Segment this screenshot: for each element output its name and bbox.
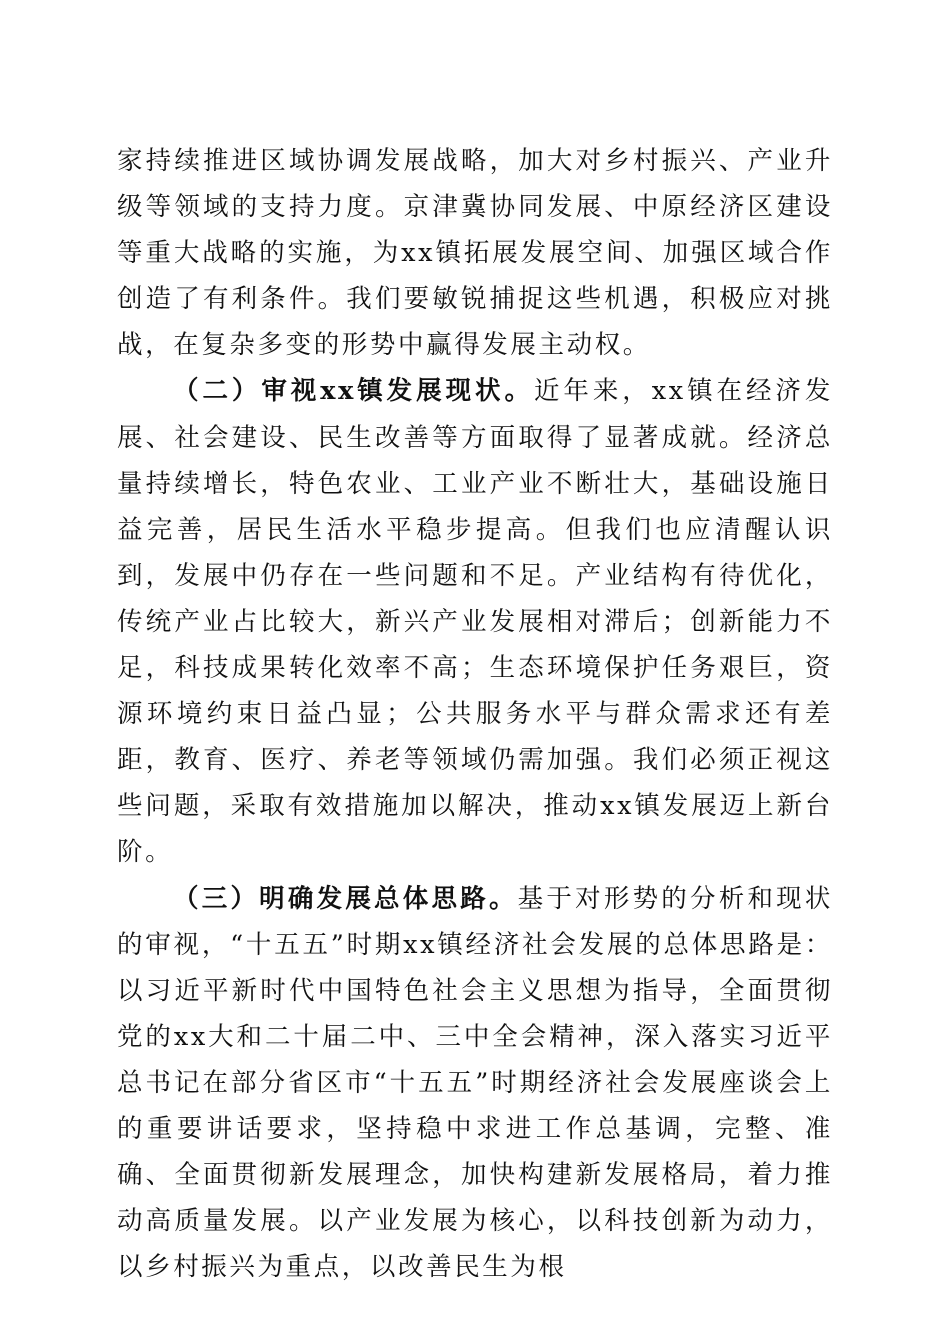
paragraph-1-text: 家持续推进区域协调发展战略，加大对乡村振兴、产业升级等领域的支持力度。京津冀协同发展、中原经济区建设等重大战略的实施，为xx镇拓展发展空间、加强区域合作创造了有利条件。我们要敏锐捕捉这些机遇，积极应对挑战，在复杂多变的形势中赢得发展主动权。: [117, 146, 833, 361]
section-3-text: 基于对形势的分析和现状的审视，“十五五”时期xx镇经济社会发展的总体思路是：以习近平新时代中国特色社会主义思想为指导，全面贯彻党的xx大和二十届二中、三中全会精神，深入落实习近平总书记在部分省区市“十五五”时期经济社会发展座谈会上的重要讲话要求，坚持稳中求进工作总基调，完整、准确、全面贯彻新发展理念，加快构建新发展格局，着力推动高质量发展。以产业发展为核心，以科技创新为动力，以乡村振兴为重点，以改善民生为根: [117, 883, 833, 1283]
paragraph-section-3: [117, 876, 833, 1291]
document-body: [117, 138, 833, 1290]
section-2-text: 近年来，xx镇在经济发展、社会建设、民生改善等方面取得了显著成就。经济总量持续增长，特色农业、工业产业不断壮大，基础设施日益完善，居民生活水平稳步提高。但我们也应清醒认识到，发展中仍存在一些问题和不足。产业结构有待优化，传统产业占比较大，新兴产业发展相对滞后；创新能力不足，科技成果转化效率不高；生态环境保护任务艰巨，资源环境约束日益凸显；公共服务水平与群众需求还有差距，教育、医疗、养老等领域仍需加强。我们必须正视这些问题，采取有效措施加以解决，推动xx镇发展迈上新台阶。: [117, 376, 833, 868]
paragraph-continuation: [117, 138, 833, 368]
paragraph-section-2: [117, 368, 833, 875]
section-2-heading: （二）审视xx镇发展现状。: [173, 376, 534, 407]
section-3-heading: （三）明确发展总体思路。: [173, 883, 518, 914]
